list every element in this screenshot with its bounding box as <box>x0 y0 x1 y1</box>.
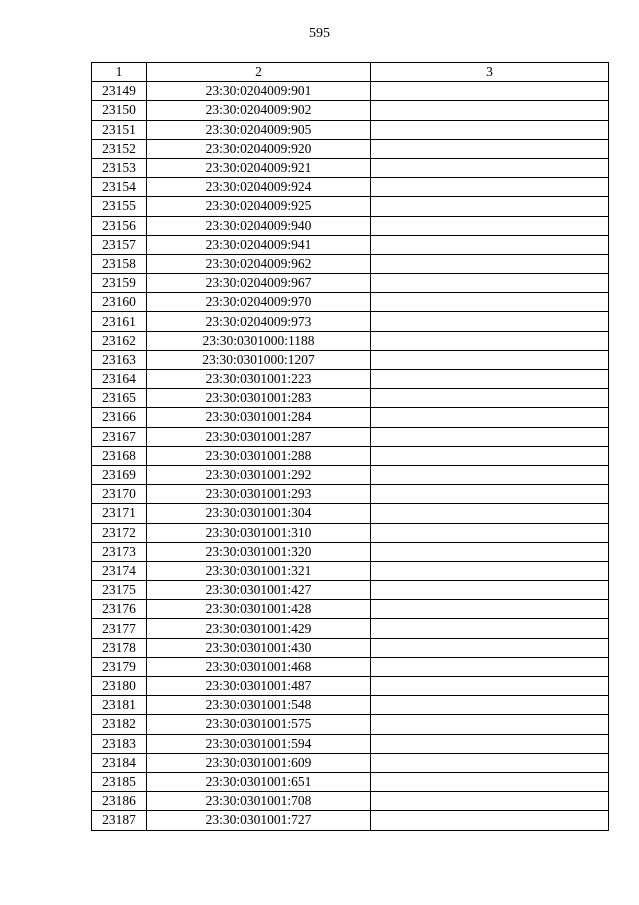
notes-cell <box>371 446 609 465</box>
cadastral-number-cell: 23:30:0301000:1188 <box>147 331 371 350</box>
table-row <box>92 600 609 619</box>
table-row <box>92 101 609 120</box>
table-row <box>92 254 609 273</box>
row-number-cell: 23157 <box>92 235 147 254</box>
table-row <box>92 811 609 830</box>
row-number-cell: 23164 <box>92 370 147 389</box>
notes-cell <box>371 101 609 120</box>
table-row <box>92 465 609 484</box>
row-number-cell: 23158 <box>92 254 147 273</box>
cadastral-number-cell: 23:30:0301001:427 <box>147 581 371 600</box>
notes-cell <box>371 504 609 523</box>
table-row <box>92 485 609 504</box>
row-number-cell: 23160 <box>92 293 147 312</box>
notes-cell <box>371 408 609 427</box>
row-number-cell: 23187 <box>92 811 147 830</box>
cadastral-number-cell: 23:30:0301001:468 <box>147 657 371 676</box>
notes-cell <box>371 638 609 657</box>
row-number-cell: 23185 <box>92 772 147 791</box>
table-row <box>92 638 609 657</box>
page-number: 595 <box>309 26 330 41</box>
notes-cell <box>371 696 609 715</box>
cadastral-number-cell: 23:30:0301001:428 <box>147 600 371 619</box>
cadastral-number-cell: 23:30:0204009:967 <box>147 274 371 293</box>
row-number-cell: 23182 <box>92 715 147 734</box>
notes-cell <box>371 657 609 676</box>
notes-cell <box>371 350 609 369</box>
row-number-cell: 23156 <box>92 216 147 235</box>
notes-cell <box>371 254 609 273</box>
notes-cell <box>371 715 609 734</box>
table-row <box>92 542 609 561</box>
notes-cell <box>371 600 609 619</box>
row-number-cell: 23173 <box>92 542 147 561</box>
notes-cell <box>371 772 609 791</box>
cadastral-number-cell: 23:30:0301001:293 <box>147 485 371 504</box>
cadastral-number-cell: 23:30:0301001:321 <box>147 561 371 580</box>
table-row <box>92 677 609 696</box>
table-row <box>92 619 609 638</box>
cadastral-number-cell: 23:30:0301001:429 <box>147 619 371 638</box>
cadastral-number-cell: 23:30:0301001:304 <box>147 504 371 523</box>
table-row <box>92 197 609 216</box>
table-row <box>92 408 609 427</box>
cadastral-number-cell: 23:30:0204009:941 <box>147 235 371 254</box>
row-number-cell: 23163 <box>92 350 147 369</box>
notes-cell <box>371 523 609 542</box>
notes-cell <box>371 811 609 830</box>
cadastral-number-cell: 23:30:0204009:920 <box>147 139 371 158</box>
cadastral-number-cell: 23:30:0301001:727 <box>147 811 371 830</box>
cadastral-number-cell: 23:30:0301001:283 <box>147 389 371 408</box>
cadastral-number-cell: 23:30:0301001:284 <box>147 408 371 427</box>
table-row <box>92 696 609 715</box>
row-number-cell: 23176 <box>92 600 147 619</box>
table-row <box>92 293 609 312</box>
notes-cell <box>371 235 609 254</box>
row-number-cell: 23159 <box>92 274 147 293</box>
notes-cell <box>371 331 609 350</box>
table-row <box>92 139 609 158</box>
cadastral-number-cell: 23:30:0301001:223 <box>147 370 371 389</box>
row-number-cell: 23155 <box>92 197 147 216</box>
table-row <box>92 158 609 177</box>
notes-cell <box>371 274 609 293</box>
row-number-cell: 23151 <box>92 120 147 139</box>
notes-cell <box>371 82 609 101</box>
table-row <box>92 350 609 369</box>
cadastral-number-cell: 23:30:0301001:320 <box>147 542 371 561</box>
cadastral-number-cell: 23:30:0301001:609 <box>147 753 371 772</box>
row-number-cell: 23170 <box>92 485 147 504</box>
cadastral-number-cell: 23:30:0301001:651 <box>147 772 371 791</box>
notes-cell <box>371 158 609 177</box>
row-number-cell: 23153 <box>92 158 147 177</box>
table-row <box>92 312 609 331</box>
notes-cell <box>371 485 609 504</box>
notes-cell <box>371 753 609 772</box>
notes-cell <box>371 427 609 446</box>
table-row <box>92 772 609 791</box>
row-number-cell: 23175 <box>92 581 147 600</box>
notes-cell <box>371 581 609 600</box>
cadastral-number-cell: 23:30:0204009:924 <box>147 178 371 197</box>
cadastral-number-cell: 23:30:0301001:288 <box>147 446 371 465</box>
table-row <box>92 446 609 465</box>
notes-cell <box>371 216 609 235</box>
row-number-cell: 23166 <box>92 408 147 427</box>
table-row <box>92 504 609 523</box>
table-row <box>92 715 609 734</box>
cadastral-number-cell: 23:30:0301000:1207 <box>147 350 371 369</box>
notes-cell <box>371 792 609 811</box>
row-number-cell: 23169 <box>92 465 147 484</box>
table-row <box>92 581 609 600</box>
row-number-cell: 23149 <box>92 82 147 101</box>
notes-cell <box>371 293 609 312</box>
table-row <box>92 734 609 753</box>
notes-cell <box>371 465 609 484</box>
table-row <box>92 427 609 446</box>
table-body <box>92 82 609 830</box>
table-row <box>92 523 609 542</box>
row-number-cell: 23181 <box>92 696 147 715</box>
cadastral-number-cell: 23:30:0301001:287 <box>147 427 371 446</box>
column-header-3: 3 <box>371 63 609 82</box>
cadastral-number-cell: 23:30:0301001:575 <box>147 715 371 734</box>
notes-cell <box>371 389 609 408</box>
table-row <box>92 792 609 811</box>
column-header-2: 2 <box>147 63 371 82</box>
notes-cell <box>371 178 609 197</box>
notes-cell <box>371 734 609 753</box>
notes-cell <box>371 561 609 580</box>
table-row <box>92 274 609 293</box>
cadastral-number-cell: 23:30:0204009:902 <box>147 101 371 120</box>
cadastral-number-cell: 23:30:0301001:487 <box>147 677 371 696</box>
cadastral-number-cell: 23:30:0301001:548 <box>147 696 371 715</box>
row-number-cell: 23171 <box>92 504 147 523</box>
registry-table <box>91 62 609 831</box>
table-row <box>92 235 609 254</box>
row-number-cell: 23150 <box>92 101 147 120</box>
table-row <box>92 331 609 350</box>
row-number-cell: 23180 <box>92 677 147 696</box>
row-number-cell: 23174 <box>92 561 147 580</box>
cadastral-number-cell: 23:30:0204009:901 <box>147 82 371 101</box>
cadastral-number-cell: 23:30:0301001:292 <box>147 465 371 484</box>
row-number-cell: 23168 <box>92 446 147 465</box>
row-number-cell: 23178 <box>92 638 147 657</box>
notes-cell <box>371 370 609 389</box>
cadastral-number-cell: 23:30:0204009:940 <box>147 216 371 235</box>
notes-cell <box>371 120 609 139</box>
table-row <box>92 82 609 101</box>
table-row <box>92 370 609 389</box>
table-row <box>92 561 609 580</box>
row-number-cell: 23161 <box>92 312 147 331</box>
cadastral-number-cell: 23:30:0301001:594 <box>147 734 371 753</box>
table-row <box>92 120 609 139</box>
cadastral-number-cell: 23:30:0204009:921 <box>147 158 371 177</box>
table-row <box>92 657 609 676</box>
row-number-cell: 23165 <box>92 389 147 408</box>
row-number-cell: 23172 <box>92 523 147 542</box>
notes-cell <box>371 139 609 158</box>
row-number-cell: 23167 <box>92 427 147 446</box>
row-number-cell: 23186 <box>92 792 147 811</box>
cadastral-number-cell: 23:30:0204009:973 <box>147 312 371 331</box>
cadastral-number-cell: 23:30:0301001:310 <box>147 523 371 542</box>
row-number-cell: 23183 <box>92 734 147 753</box>
notes-cell <box>371 197 609 216</box>
row-number-cell: 23154 <box>92 178 147 197</box>
cadastral-number-cell: 23:30:0204009:925 <box>147 197 371 216</box>
notes-cell <box>371 312 609 331</box>
notes-cell <box>371 542 609 561</box>
table-row <box>92 178 609 197</box>
row-number-cell: 23162 <box>92 331 147 350</box>
table-row <box>92 216 609 235</box>
cadastral-number-cell: 23:30:0301001:708 <box>147 792 371 811</box>
row-number-cell: 23152 <box>92 139 147 158</box>
row-number-cell: 23184 <box>92 753 147 772</box>
cadastral-number-cell: 23:30:0204009:905 <box>147 120 371 139</box>
table-row <box>92 389 609 408</box>
cadastral-number-cell: 23:30:0204009:962 <box>147 254 371 273</box>
cadastral-number-cell: 23:30:0301001:430 <box>147 638 371 657</box>
notes-cell <box>371 619 609 638</box>
row-number-cell: 23177 <box>92 619 147 638</box>
notes-cell <box>371 677 609 696</box>
table-row <box>92 753 609 772</box>
row-number-cell: 23179 <box>92 657 147 676</box>
table-header-row <box>92 63 609 82</box>
cadastral-number-cell: 23:30:0204009:970 <box>147 293 371 312</box>
column-header-1: 1 <box>92 63 147 82</box>
